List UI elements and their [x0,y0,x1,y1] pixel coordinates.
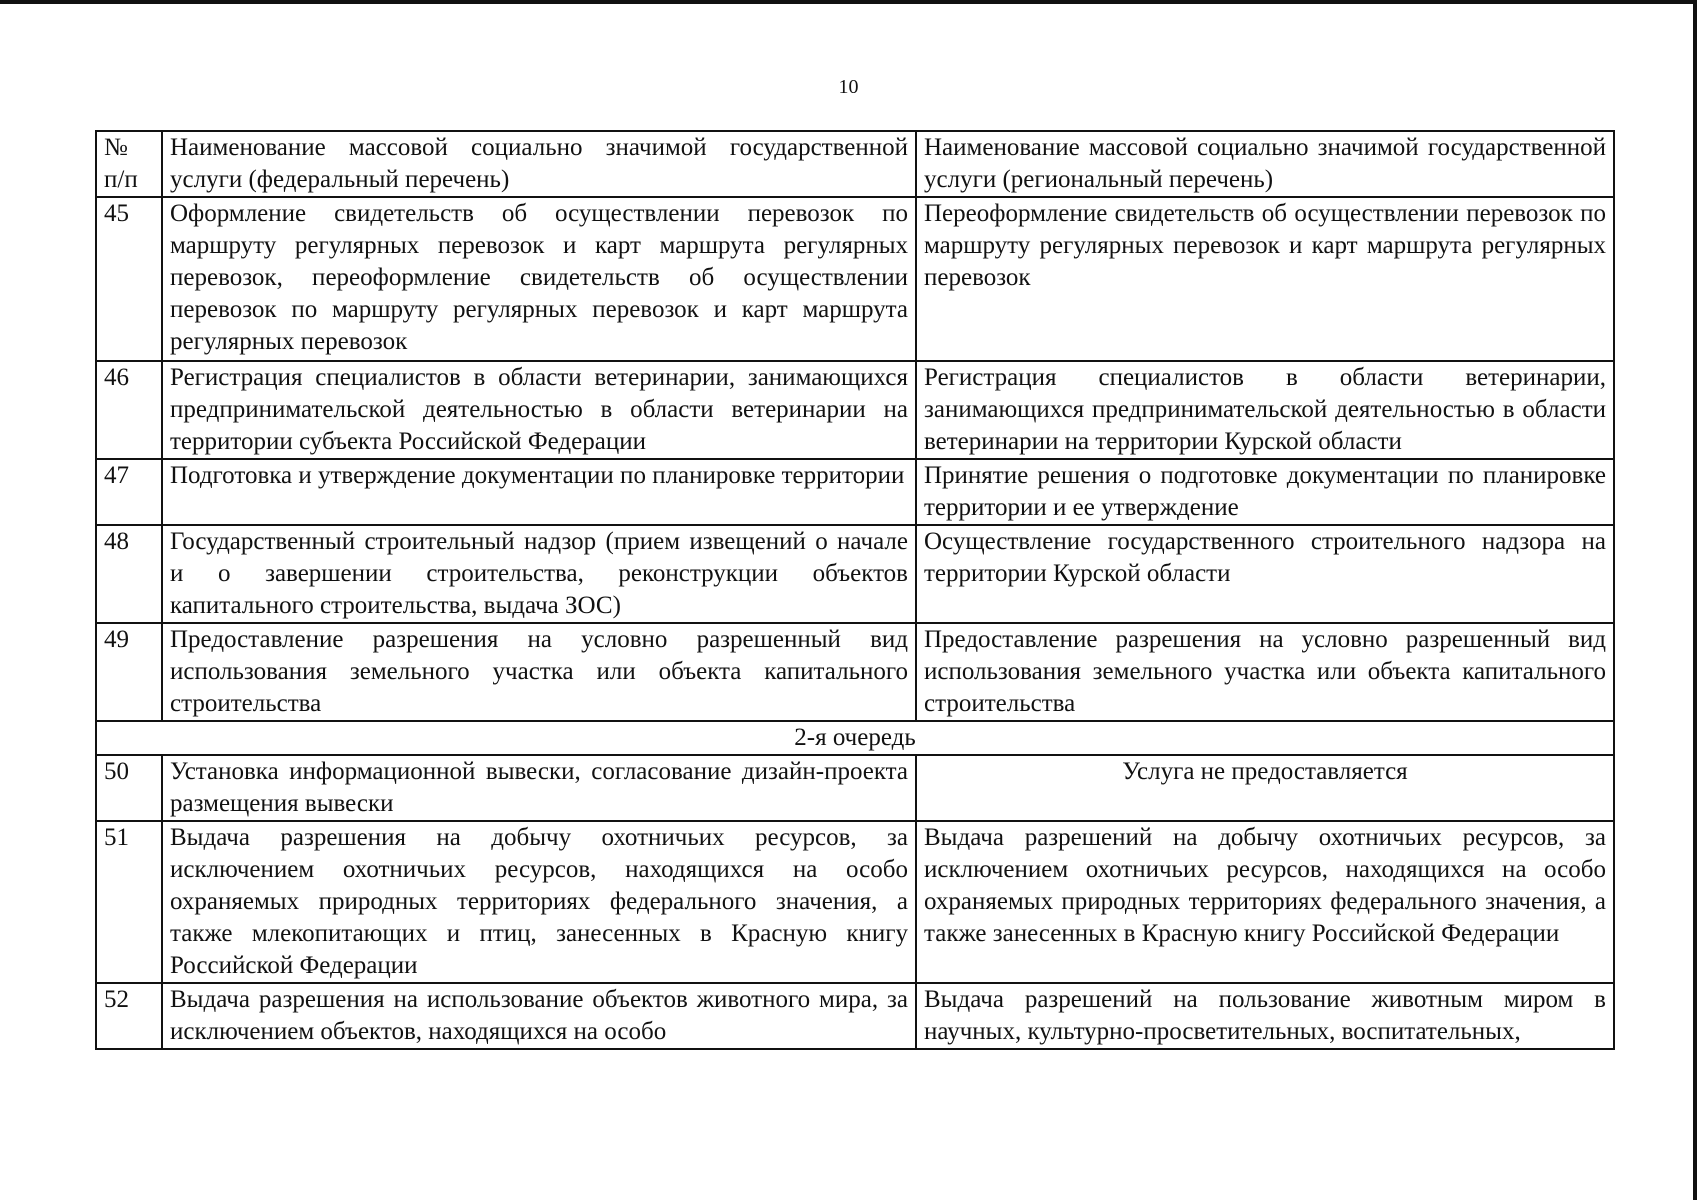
table-row [96,525,1614,623]
row-num: 51 [96,821,162,983]
header-num: № п/п [96,131,162,197]
row-num: 49 [96,623,162,721]
row-regional: Выдача разрешений на пользование животным миром в научных, культурно-просветительных, воспитательных, [916,983,1614,1049]
table-row [96,983,1614,1049]
row-regional: Услуга не предоставляется [916,755,1614,821]
row-federal: Установка информационной вывески, согласование дизайн-проекта размещения вывески [162,755,916,821]
section-row [96,721,1614,755]
row-regional: Предоставление разрешения на условно разрешенный вид использования земельного участка или объекта капитального строительства [916,623,1614,721]
header-federal: Наименование массовой социально значимой государственной услуги (федеральный перечень) [162,131,916,197]
row-federal: Оформление свидетельств об осуществлении перевозок по маршруту регулярных перевозок и карт маршрута регулярных перевозок, переоформление свидетельств об осуществлении перевозок по маршруту регулярных перевозок и карт маршрута регулярных перевозок [162,197,916,361]
table-row [96,755,1614,821]
page-number: 10 [838,76,859,98]
services-table [95,130,1615,1050]
scan-top-edge [0,0,1697,4]
row-federal: Выдача разрешения на добычу охотничьих ресурсов, за исключением охотничьих ресурсов, находящихся на особо охраняемых природных территориях федерального значения, а также млекопитающих и птиц, занесенных в Красную книгу Российской Федерации [162,821,916,983]
row-regional: Принятие решения о подготовке документации по планировке территории и ее утверждение [916,459,1614,525]
row-num: 50 [96,755,162,821]
row-regional: Осуществление государственного строительного надзора на территории Курской области [916,525,1614,623]
row-federal: Выдача разрешения на использование объектов животного мира, за исключением объектов, находящихся на особо [162,983,916,1049]
section-title: 2-я очередь [96,721,1614,755]
table-row [96,821,1614,983]
row-federal: Государственный строительный надзор (прием извещений о начале и о завершении строительства, реконструкции объектов капитального строительства, выдача ЗОС) [162,525,916,623]
table-header-row [96,131,1614,197]
table-row [96,197,1614,361]
row-federal: Регистрация специалистов в области ветеринарии, занимающихся предпринимательской деятельностью в области ветеринарии на территории субъекта Российской Федерации [162,361,916,459]
row-num: 47 [96,459,162,525]
row-federal: Предоставление разрешения на условно разрешенный вид использования земельного участка или объекта капитального строительства [162,623,916,721]
table-row [96,623,1614,721]
table-row [96,361,1614,459]
row-num: 48 [96,525,162,623]
row-regional: Регистрация специалистов в области ветеринарии, занимающихся предпринимательской деятельностью в области ветеринарии на территории Курской области [916,361,1614,459]
row-regional: Переоформление свидетельств об осуществлении перевозок по маршруту регулярных перевозок и карт маршрута регулярных перевозок [916,197,1614,361]
row-federal: Подготовка и утверждение документации по планировке территории [162,459,916,525]
scan-right-edge [1693,0,1697,1200]
header-regional: Наименование массовой социально значимой государственной услуги (региональный перечень) [916,131,1614,197]
row-regional: Выдача разрешений на добычу охотничьих ресурсов, за исключением охотничьих ресурсов, находящихся на особо охраняемых природных территориях федерального значения, а также занесенных в Красную книгу Российской Федерации [916,821,1614,983]
row-num: 52 [96,983,162,1049]
row-num: 45 [96,197,162,361]
table-row [96,459,1614,525]
row-num: 46 [96,361,162,459]
